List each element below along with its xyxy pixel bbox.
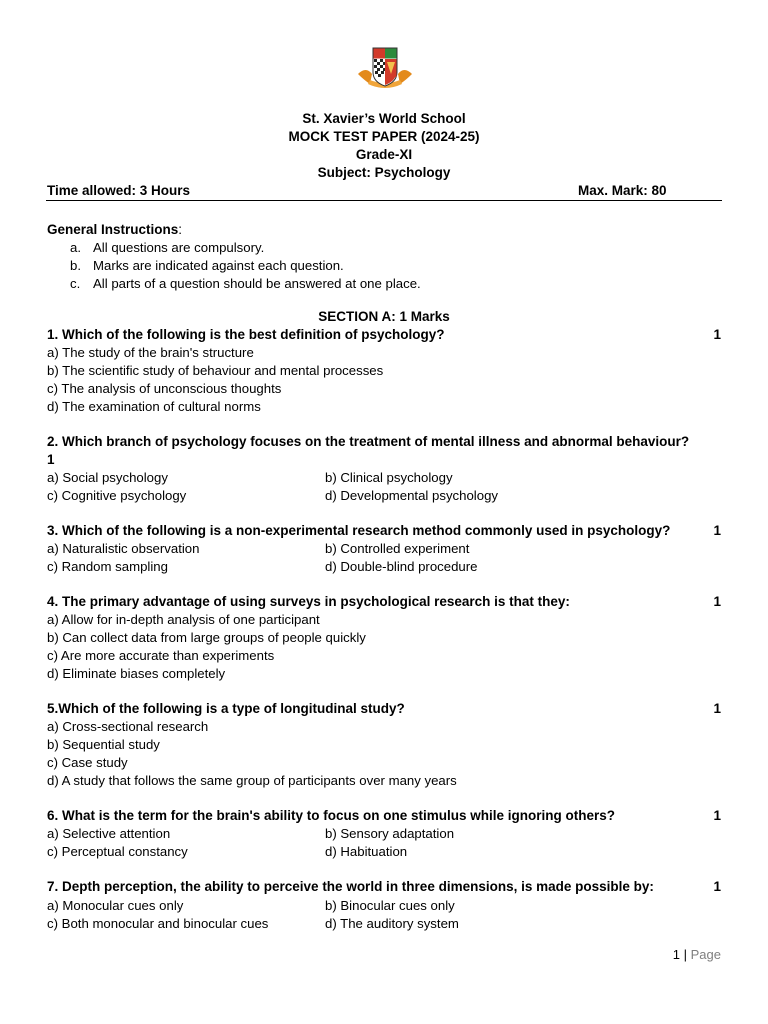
question-text: 7. Depth perception, the ability to perceive the world in three dimensions, is made possible by: [47,879,654,894]
question-mark: 1 [713,808,721,823]
page-label: Page [690,947,721,962]
instruction-text: All parts of a question should be answered at one place. [93,276,421,291]
grade: Grade-XI [355,147,413,162]
instruction-item [70,275,421,293]
option: d) Eliminate biases completely [47,666,226,681]
page-footer [673,947,721,962]
school-crest-logo [356,44,414,92]
instruction-item [70,239,264,257]
option: b) Can collect data from large groups of people quickly [47,630,366,645]
time-max-row [47,182,721,200]
option: c) Cognitive psychology [47,488,187,503]
question-mark: 1 [47,452,55,467]
option: a) Selective attention [47,826,171,841]
instructions-colon: : [178,222,183,237]
section-heading: SECTION A: 1 Marks [318,309,450,324]
option: d) The auditory system [325,916,459,931]
question-text: 6. What is the term for the brain's ability to focus on one stimulus while ignoring others? [47,808,616,823]
option: a) Monocular cues only [47,898,184,913]
question-4 [47,593,721,611]
option: c) Case study [47,755,128,770]
header-divider [46,200,722,201]
question-1 [47,326,721,344]
paper-title: MOCK TEST PAPER (2024-25) [288,129,480,144]
question-3 [47,522,721,540]
question-mark: 1 [713,594,721,609]
option: b) The scientific study of behaviour and mental processes [47,363,384,378]
question-text: 4. The primary advantage of using surveys in psychological research is that they: [47,594,570,609]
question-6 [47,807,721,825]
question-text: 3. Which of the following is a non-experimental research method commonly used in psychology? [47,523,671,538]
max-mark: Max. Mark: 80 [578,183,667,198]
time-allowed: Time allowed: 3 Hours [47,183,191,198]
footer-separator: | [683,947,687,962]
option: b) Binocular cues only [325,898,455,913]
option: b) Controlled experiment [325,541,470,556]
instruction-letter: c. [70,276,81,291]
option: a) Social psychology [47,470,168,485]
instructions-title: General Instructions [47,222,179,237]
question-mark: 1 [713,523,721,538]
question-5 [47,700,721,718]
option: d) The examination of cultural norms [47,399,261,414]
instruction-item [70,257,344,275]
question-text: 5.Which of the following is a type of longitudinal study? [47,701,405,716]
option: a) Naturalistic observation [47,541,200,556]
option: c) Are more accurate than experiments [47,648,275,663]
option: a) Cross-sectional research [47,719,209,734]
option: c) Perceptual constancy [47,844,188,859]
instruction-letter: b. [70,258,81,273]
question-7 [47,878,721,896]
option: c) Both monocular and binocular cues [47,916,269,931]
instruction-text: All questions are compulsory. [93,240,265,255]
option: b) Sensory adaptation [325,826,455,841]
question-mark: 1 [713,879,721,894]
subject: Subject: Psychology [317,165,451,180]
option: a) Allow for in-depth analysis of one participant [47,612,320,627]
instructions-heading [47,221,721,239]
option: b) Sequential study [47,737,160,752]
question-2 [47,433,721,469]
instruction-text: Marks are indicated against each question. [93,258,344,273]
option: d) Habituation [325,844,408,859]
option: d) A study that follows the same group of participants over many years [47,773,457,788]
question-text: 1. Which of the following is the best definition of psychology? [47,327,445,342]
option: d) Developmental psychology [325,488,498,503]
school-name: St. Xavier’s World School [302,111,466,126]
option: a) The study of the brain's structure [47,345,254,360]
question-mark: 1 [713,701,721,716]
instruction-letter: a. [70,240,81,255]
option: b) Clinical psychology [325,470,453,485]
question-text: 2. Which branch of psychology focuses on the treatment of mental illness and abnormal behaviour? [47,434,690,449]
page-number: 1 [672,947,680,962]
option: d) Double-blind procedure [325,559,478,574]
option: c) Random sampling [47,559,168,574]
question-mark: 1 [713,327,721,342]
option: c) The analysis of unconscious thoughts [47,381,282,396]
